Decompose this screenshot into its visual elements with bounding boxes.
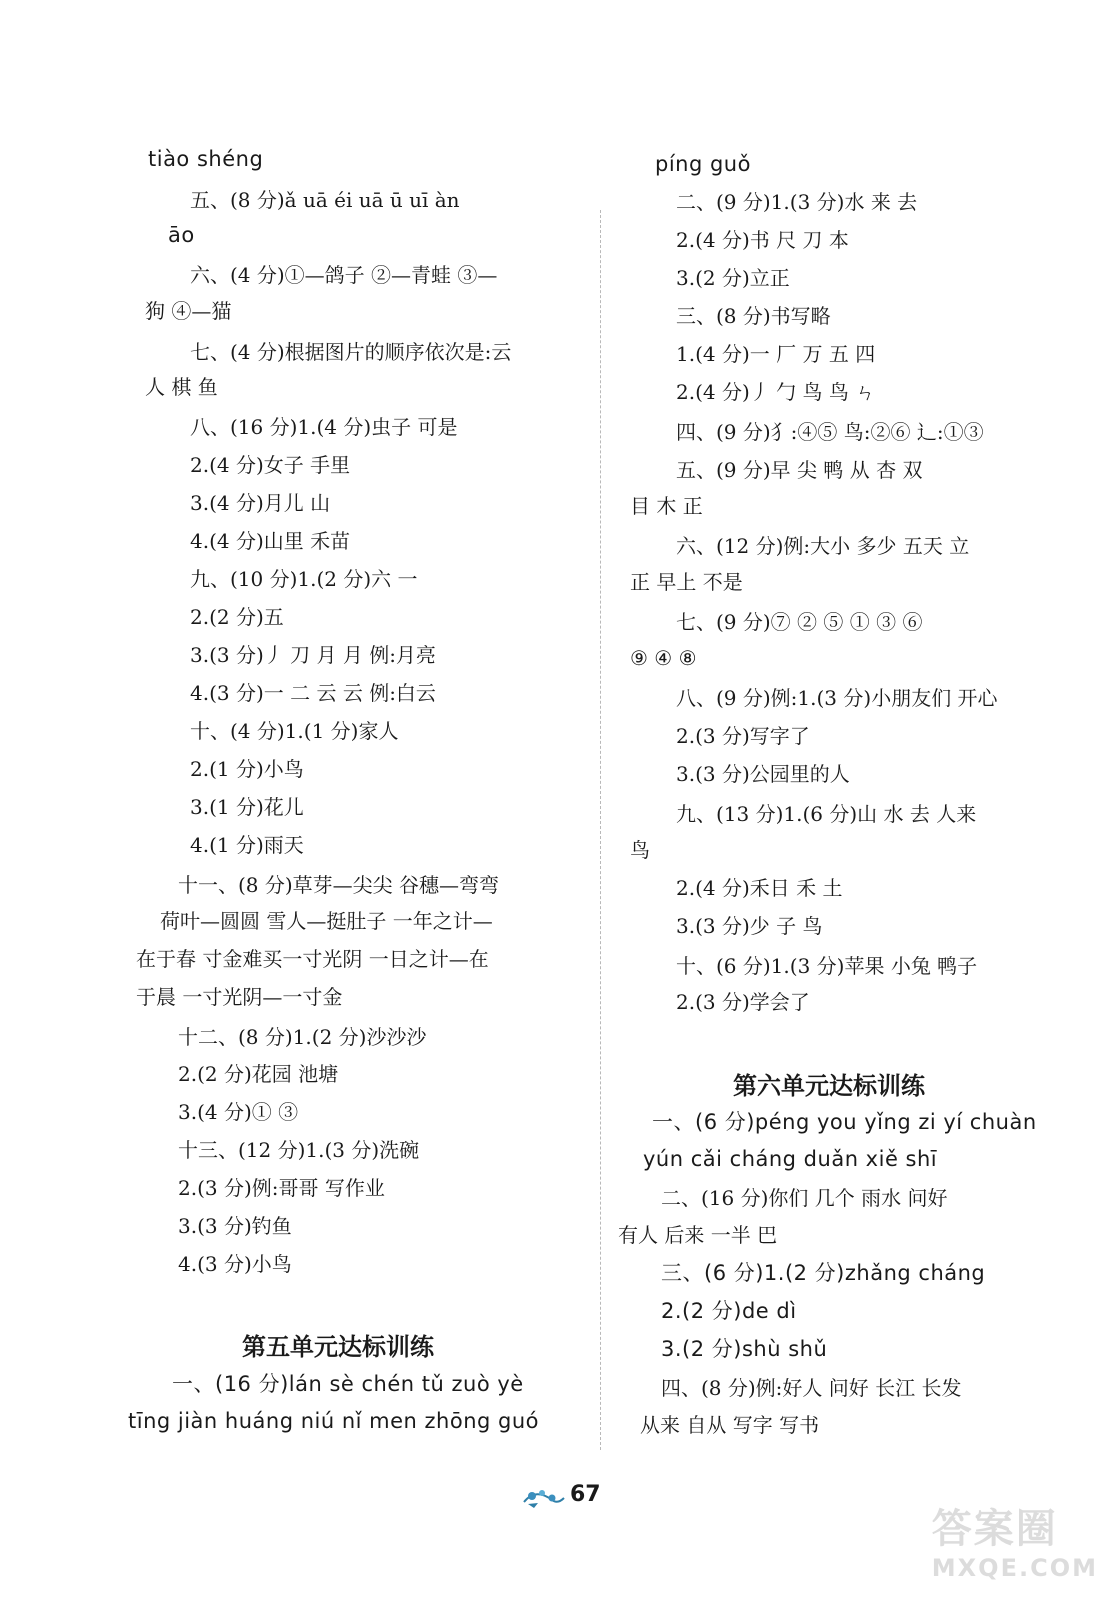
answer-line: 2.(2 分)五 [190,605,284,629]
answer-line: 十三、(12 分)1.(3 分)洗碗 [178,1138,420,1162]
answer-line: 2.(3 分)写字了 [676,724,810,748]
answer-line: 2.(4 分)禾日 禾 土 [676,876,843,900]
answer-line: 九、(13 分)1.(6 分)山 水 去 人来 [676,802,977,826]
answer-line: 十一、(8 分)草芽—尖尖 谷穗—弯弯 [178,873,500,897]
answer-line: 3.(1 分)花儿 [190,795,304,819]
answer-line: 狗 ④—猫 [145,299,232,323]
page-number: 67 [570,1482,601,1507]
answer-line: 1.(4 分)一 厂 万 五 四 [676,342,876,366]
watermark [932,1497,1098,1582]
column-divider [600,210,601,1450]
answer-line: 2.(1 分)小鸟 [190,757,304,781]
answer-line: 九、(10 分)1.(2 分)六 一 [190,567,418,591]
answer-line: 4.(3 分)一 二 云 云 例:白云 [190,681,436,705]
answer-line: 一、(6 分)péng you yǐng zi yí chuàn [652,1110,1037,1134]
watermark-url: MXQE.COM [931,1554,1098,1582]
answer-line: 2.(4 分)女子 手里 [190,453,351,477]
answer-line: 一、(16 分)lán sè chén tǔ zuò yè [172,1372,524,1396]
section-title: 第六单元达标训练 [733,1072,925,1100]
section-title: 第五单元达标训练 [242,1333,434,1361]
answer-line: 十、(4 分)1.(1 分)家人 [190,719,399,743]
answer-line: 2.(3 分)学会了 [676,990,810,1014]
answer-line: 十、(6 分)1.(3 分)苹果 小兔 鸭子 [676,954,978,978]
answer-line: 4.(4 分)山里 禾苗 [190,529,351,553]
answer-line: 七、(4 分)根据图片的顺序依次是:云 [190,340,512,364]
answer-line: āo [168,223,195,247]
answer-line: 从来 自从 写字 写书 [640,1413,820,1437]
answer-line: 2.(2 分)花园 池塘 [178,1062,339,1086]
answer-line: 二、(16 分)你们 几个 雨水 问好 [661,1186,948,1210]
answer-line: yún cǎi cháng duǎn xiě shī [643,1147,938,1171]
answer-line: 3.(2 分)立正 [676,266,790,290]
answer-line: 五、(8 分)ǎ uā éi uā ū uī àn [190,188,460,212]
watermark-logo: 答案圈 [931,1506,1058,1552]
answer-line: 正 早上 不是 [630,570,743,594]
answer-line: 3.(3 分)钓鱼 [178,1214,292,1238]
answer-line: 八、(9 分)例:1.(3 分)小朋友们 开心 [676,686,998,710]
answer-line: 荷叶—圆圆 雪人—挺肚子 一年之计— [160,909,493,933]
answer-line: 3.(3 分)少 子 鸟 [676,914,823,938]
answer-line: 3.(4 分)月儿 山 [190,491,331,515]
answer-line: 四、(8 分)例:好人 问好 长江 长发 [661,1376,962,1400]
answer-line: 三、(8 分)书写略 [676,304,831,328]
answer-line: 2.(4 分)丿 勹 鸟 鸟 ㄣ [676,380,876,404]
answer-line: 3.(4 分)① ③ [178,1100,299,1124]
answer-line: ⑨ ④ ⑧ [630,646,697,670]
answer-line: 在于春 寸金难买一寸光阴 一日之计—在 [136,947,489,971]
answer-line: 鸟 [630,838,650,862]
answer-line: 2.(2 分)de dì [661,1299,797,1323]
answer-line: 六、(4 分)①—鸽子 ②—青蛙 ③— [190,263,498,287]
answer-line: 4.(1 分)雨天 [190,833,304,857]
answer-line: 目 木 正 [630,494,703,518]
answer-line: tīng jiàn huáng niú nǐ men zhōng guó [128,1409,540,1433]
answer-line: tiào shéng [148,147,264,171]
answer-line: 3.(3 分)公园里的人 [676,762,850,786]
answer-line: 十二、(8 分)1.(2 分)沙沙沙 [178,1025,427,1049]
answer-line: 五、(9 分)早 尖 鸭 从 杏 双 [676,458,923,482]
answer-line: 3.(3 分)丿 刀 月 月 例:月亮 [190,643,436,667]
answer-line: 八、(16 分)1.(4 分)虫子 可是 [190,415,458,439]
answer-line: píng guǒ [655,152,751,176]
answer-line: 四、(9 分)犭:④⑤ 鸟:②⑥ 辶:①③ [676,420,984,444]
answer-line: 2.(3 分)例:哥哥 写作业 [178,1176,385,1200]
answer-line: 3.(2 分)shù shǔ [661,1337,828,1361]
answer-line: 2.(4 分)书 尺 刀 本 [676,228,849,252]
answer-line: 二、(9 分)1.(3 分)水 来 去 [676,190,918,214]
answer-line: 4.(3 分)小鸟 [178,1252,292,1276]
answer-line: 人 棋 鱼 [145,375,218,399]
answer-line: 三、(6 分)1.(2 分)zhǎng cháng [661,1261,986,1285]
answer-line: 于晨 一寸光阴—一寸金 [136,985,343,1009]
answer-line: 七、(9 分)⑦ ② ⑤ ① ③ ⑥ [676,610,923,634]
flower-ornament-icon [522,1486,566,1510]
answer-line: 有人 后来 一半 巴 [618,1223,778,1247]
answer-line: 六、(12 分)例:大小 多少 五天 立 [676,534,970,558]
